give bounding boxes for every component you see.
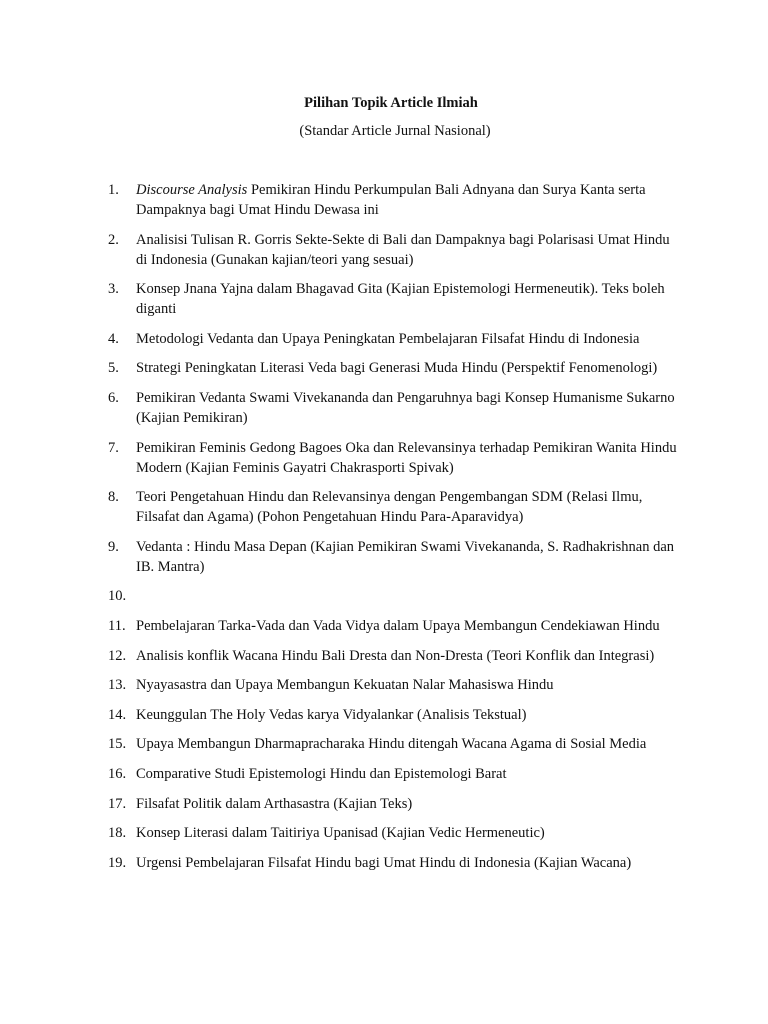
topic-text: Nyayasastra dan Upaya Membangun Kekuatan Nalar Mahasiswa Hindu [136, 677, 554, 694]
topic-number: 6. [108, 389, 119, 406]
topic-text: Konsep Literasi dalam Taitiriya Upanisad (Kajian Vedic Hermeneutic) [136, 825, 545, 842]
topic-text: Teori Pengetahuan Hindu dan Relevansinya dengan Pengembangan SDM (Relasi Ilmu, Filsafat dan Agama) (Pohon Pengetahuan Hindu Para-Aparavidya) [136, 489, 643, 526]
topic-item [108, 586, 683, 606]
topic-item [108, 537, 683, 577]
topic-item [108, 438, 683, 478]
topic-number: 12. [108, 647, 127, 664]
topic-number: 9. [108, 538, 119, 555]
topic-list [108, 180, 683, 882]
topic-text: Metodologi Vedanta dan Upaya Peningkatan Pembelajaran Filsafat Hindu di Indonesia [136, 330, 640, 347]
topic-item [108, 823, 683, 843]
topic-item [108, 675, 683, 695]
topic-text: Pemikiran Feminis Gedong Bagoes Oka dan Relevansinya terhadap Pemikiran Wanita Hindu Modern (Kajian Feminis Gayatri Chakrasporti Spivak) [136, 439, 677, 476]
topic-text: Strategi Peningkatan Literasi Veda bagi Generasi Muda Hindu (Perspektif Fenomenologi) [136, 360, 658, 377]
topic-text: Analisisi Tulisan R. Gorris Sekte-Sekte di Bali dan Dampaknya bagi Polarisasi Umat Hindu di Indonesia (Gunakan kajian/teori yang sesuai) [136, 231, 670, 268]
topic-number: 16. [108, 765, 127, 782]
topic-text: Keunggulan The Holy Vedas karya Vidyalankar (Analisis Tekstual) [136, 706, 527, 723]
topic-item [108, 734, 683, 754]
topic-item [108, 487, 683, 527]
topic-text: Comparative Studi Epistemologi Hindu dan Epistemologi Barat [136, 765, 507, 782]
topic-lead-italic: Discourse Analysis [136, 182, 248, 198]
topic-number: 5. [108, 360, 119, 377]
topic-number: 11. [108, 617, 126, 634]
topic-text: Vedanta : Hindu Masa Depan (Kajian Pemikiran Swami Vivekananda, S. Radhakrishnan dan IB. Mantra) [136, 538, 675, 575]
topic-text: Analisis konflik Wacana Hindu Bali Dresta dan Non-Dresta (Teori Konflik dan Integrasi) [136, 647, 655, 664]
topic-number: 4. [108, 330, 119, 347]
topic-item [108, 388, 683, 428]
topic-item [108, 794, 683, 814]
document-title: Pilihan Topik Article Ilmiah [304, 95, 478, 111]
topic-item [108, 764, 683, 784]
topic-number: 3. [108, 281, 119, 298]
topic-number: 17. [108, 795, 127, 812]
topic-number: 15. [108, 736, 127, 753]
topic-item [108, 358, 683, 378]
topic-text: Filsafat Politik dalam Arthasastra (Kajian Teks) [136, 795, 413, 812]
topic-number: 13. [108, 677, 127, 694]
topic-text: Pembelajaran Tarka-Vada dan Vada Vidya dalam Upaya Membangun Cendekiawan Hindu [136, 617, 660, 634]
topic-number: 1. [108, 182, 119, 198]
topic-number: 10. [108, 588, 127, 605]
topic-item [108, 616, 683, 636]
topic-item [108, 853, 683, 873]
topic-number: 7. [108, 439, 119, 456]
topic-text: Konsep Jnana Yajna dalam Bhagavad Gita (Kajian Epistemologi Hermeneutik). Teks boleh diganti [136, 281, 665, 318]
topic-number: 2. [108, 231, 119, 248]
topic-item [108, 180, 683, 220]
topic-number: 14. [108, 706, 127, 723]
topic-number: 8. [108, 489, 119, 506]
topic-text: Urgensi Pembelajaran Filsafat Hindu bagi Umat Hindu di Indonesia (Kajian Wacana) [136, 854, 632, 871]
topic-text: Pemikiran Vedanta Swami Vivekananda dan Pengaruhnya bagi Konsep Humanisme Sukarno (Kajian Pemikiran) [136, 389, 675, 426]
topic-item [108, 646, 683, 666]
topic-item [108, 279, 683, 319]
document-subtitle: (Standar Article Jurnal Nasional) [299, 123, 491, 139]
topic-number: 18. [108, 825, 127, 842]
topic-item [108, 230, 683, 270]
topic-number: 19. [108, 854, 127, 871]
topic-item [108, 705, 683, 725]
topic-text: Upaya Membangun Dharmapracharaka Hindu ditengah Wacana Agama di Sosial Media [136, 736, 647, 753]
topic-text: Pemikiran Hindu Perkumpulan Bali Adnyana dan Surya Kanta serta Dampaknya bagi Umat Hindu Dewasa ini [136, 182, 646, 218]
topic-item [108, 329, 683, 349]
